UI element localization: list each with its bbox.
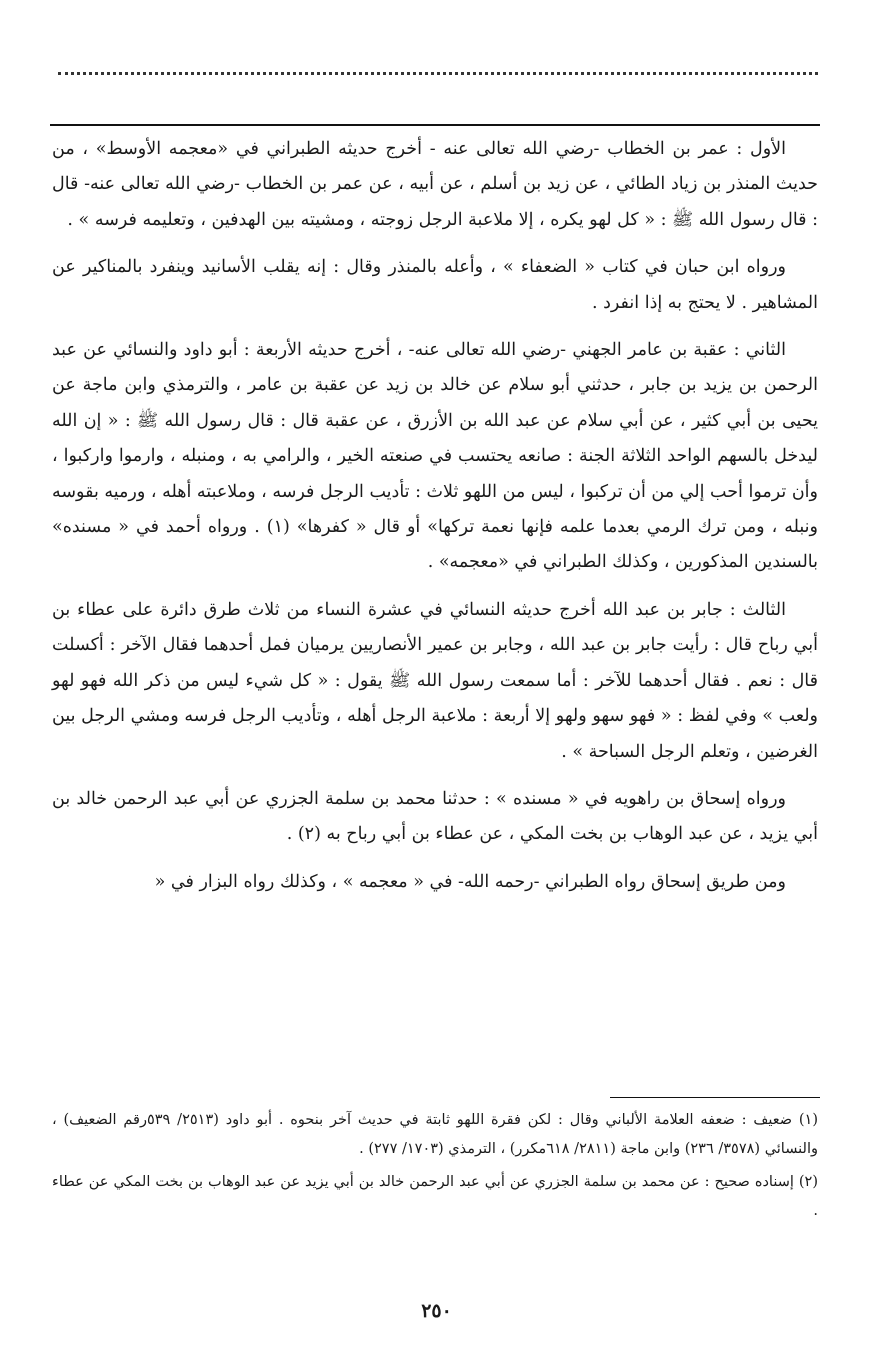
footnote-1: (١) ضعيف : ضعفه العلامة الألباني وقال : لكن فقرة اللهو ثابتة في حديث آخر بنحوه . أبو داود (٢٥١٣/ ٥٣٩رقم الضعيف) ، والنسائي (٣٥٧٨/ ٢٣٦) وابن ماجة (٢٨١١/ ٦١٨مكرر) ، الترمذي (١٧٠٣/ ٢٧٧) . bbox=[52, 1112, 818, 1157]
header-rule bbox=[50, 124, 820, 126]
footnote-2: (٢) إسناده صحيح : عن محمد بن سلمة الجزري عن أبي عبد الرحمن خالد بن أبي يزيد عن عبد الوهاب بن بخت المكي عن عطاء . bbox=[52, 1174, 818, 1219]
footnote-rule bbox=[610, 1097, 820, 1098]
page-number: ٢٥٠ bbox=[421, 1300, 452, 1322]
paragraph-third-narrator: الثالث : جابر بن عبد الله أخرج حديثه النسائي في عشرة النساء من ثلاث طرق دائرة على عطاء بن أبي رباح قال : رأيت جابر بن عبد الله ، وجابر بن عمير الأنصاريين يرميان فمل أحدهما فقال الآخر : أكسلت قال : نعم . فقال أحدهما للآخر : أما سمعت رسول الله ﷺ يقول : « كل شيء ليس من ذكر الله فهو لهو ولعب » وفي لفظ : « فهو سهو ولهو إلا أربعة : ملاعبة الرجل أهله ، وتأديب الرجل فرسه ومشي الرجل بين الغرضين ، وتعلم الرجل السباحة » . bbox=[52, 599, 818, 762]
paragraph-ishaq: ورواه إسحاق بن راهويه في « مسنده » : حدثنا محمد بن سلمة الجزري عن أبي عبد الرحمن خالد بن أبي يزيد ، عن عبد الوهاب بن بخت المكي ، عن عطاء بن أبي رباح به (٢) . bbox=[52, 788, 818, 845]
footnotes bbox=[52, 1106, 818, 1230]
paragraph-first-narrator: الأول : عمر بن الخطاب -رضي الله تعالى عنه - أخرج حديثه الطبراني في «معجمه الأوسط» ، من حديث المنذر بن زياد الطائي ، عن زيد بن أسلم ، عن أبيه ، عن عمر بن الخطاب -رضي الله تعالى عنه- قال : قال رسول الله ﷺ : « كل لهو يكره ، إلا ملاعبة الرجل زوجته ، ومشيته بين الهدفين ، وتعليمه فرسه » . bbox=[52, 139, 818, 230]
paragraph-tabarani: ومن طريق إسحاق رواه الطبراني -رحمه الله- في « معجمه » ، وكذلك رواه البزار في « bbox=[154, 871, 786, 892]
paragraph-second-narrator: الثاني : عقبة بن عامر الجهني -رضي الله تعالى عنه- ، أخرج حديثه الأربعة : أبو داود والنسائي عن عبد الرحمن بن يزيد بن جابر ، حدثني أبو سلام عن خالد بن زيد عن عقبة بن عامر ، والترمذي وابن ماجة عن يحيى بن أبي كثير ، عن أبي سلام عن عبد الله بن الأزرق ، عن عقبة قال : قال رسول الله ﷺ : « إن الله ليدخل بالسهم الواحد الثلاثة الجنة : صانعه يحتسب في صنعته الخير ، والرامي به ، ومنبله ، وارموا واركبوا ، وأن ترموا أحب إلي من أن تركبوا ، ليس من اللهو ثلاث : تأديب الرجل فرسه ، وملاعبته أهله ، ورميه بقوسه ونبله ، ومن ترك الرمي بعدما علمه فإنها نعمة تركها» أو قال « كفرها» (١) . ورواه أحمد في « مسنده» بالسندين المذكورين ، وكذلك الطبراني في «معجمه» . bbox=[52, 340, 819, 573]
paragraph-ibn-hibban: ورواه ابن حبان في كتاب « الضعفاء » ، وأعله بالمنذر وقال : إنه يقلب الأسانيد وينفرد بالمناكير عن المشاهير . لا يحتج به إذا انفرد . bbox=[52, 257, 818, 313]
header-dotted-line bbox=[58, 72, 818, 75]
main-text bbox=[52, 132, 818, 912]
